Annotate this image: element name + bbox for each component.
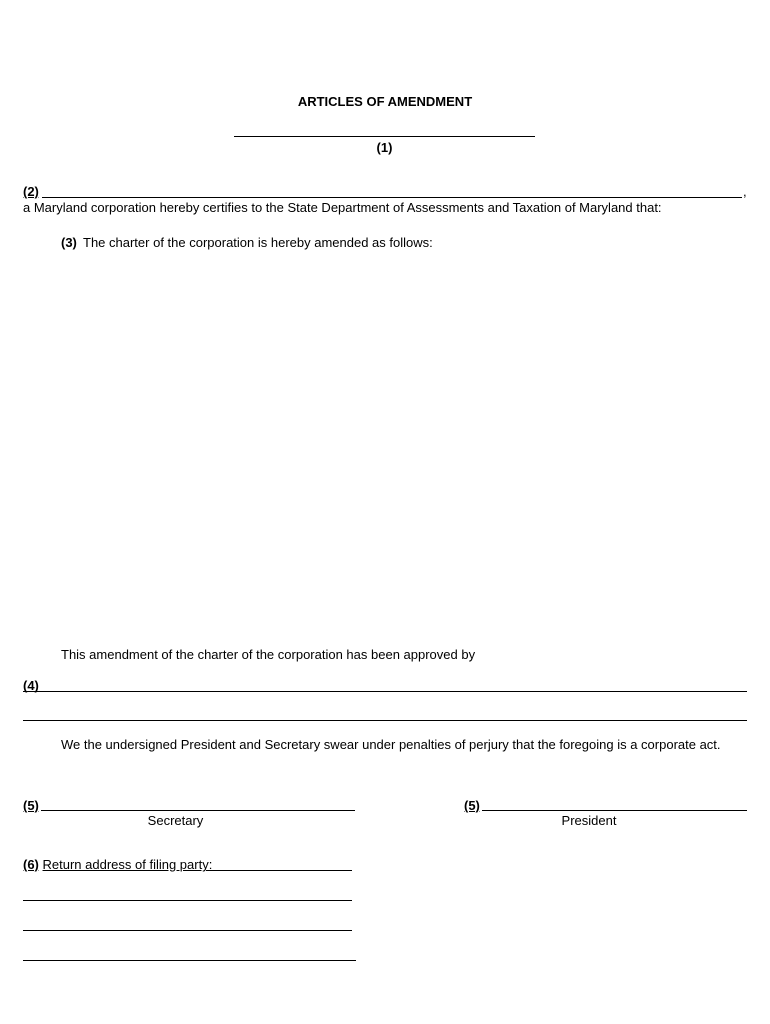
- return-address-line-3: [23, 930, 352, 931]
- return-address-line-1: [206, 870, 352, 871]
- field-4-line-2: [23, 720, 747, 721]
- amend-text: The charter of the corporation is hereby amended as follows:: [83, 235, 433, 250]
- return-address-field-2[interactable]: [25, 884, 350, 900]
- marker-3: (3): [61, 235, 77, 250]
- amendment-body-field[interactable]: [60, 256, 740, 636]
- secretary-signature-field[interactable]: [43, 794, 353, 810]
- return-address-label: Return address of filing party:: [42, 857, 213, 872]
- return-address-field-1[interactable]: [208, 854, 350, 870]
- marker-4: (4): [23, 678, 39, 693]
- corporation-name-line: [234, 136, 535, 137]
- document-title: ARTICLES OF AMENDMENT: [297, 94, 473, 109]
- return-address-line-2: [23, 900, 352, 901]
- certify-text: a Maryland corporation hereby certifies to the State Department of Assessments and Taxation of Maryland that:: [23, 200, 662, 215]
- corporation-name-field[interactable]: [236, 120, 533, 136]
- marker-1: (1): [376, 140, 393, 155]
- return-address-line-4: [23, 960, 356, 961]
- president-signature-field[interactable]: [484, 794, 745, 810]
- president-label: President: [561, 813, 617, 828]
- return-address-heading: [23, 857, 212, 872]
- field-2-input[interactable]: [44, 181, 740, 197]
- marker-5-president: (5): [464, 798, 480, 813]
- marker-5-secretary: (5): [23, 798, 39, 813]
- comma: ,: [743, 184, 747, 199]
- secretary-signature-line: [41, 810, 355, 811]
- return-address-field-3[interactable]: [25, 914, 350, 930]
- swear-text: We the undersigned President and Secretary swear under penalties of perjury that the foregoing is a corporate act.: [61, 737, 721, 752]
- field-4-input-1[interactable]: [44, 675, 744, 691]
- approved-text: This amendment of the charter of the corporation has been approved by: [61, 647, 476, 662]
- marker-6: (6): [23, 857, 39, 872]
- field-2-line: [42, 197, 742, 198]
- field-4-input-2[interactable]: [25, 704, 745, 720]
- president-signature-line: [482, 810, 747, 811]
- return-address-field-4[interactable]: [25, 944, 354, 960]
- secretary-label: Secretary: [147, 813, 204, 828]
- marker-2: (2): [23, 184, 39, 199]
- field-4-line-1: [23, 691, 747, 692]
